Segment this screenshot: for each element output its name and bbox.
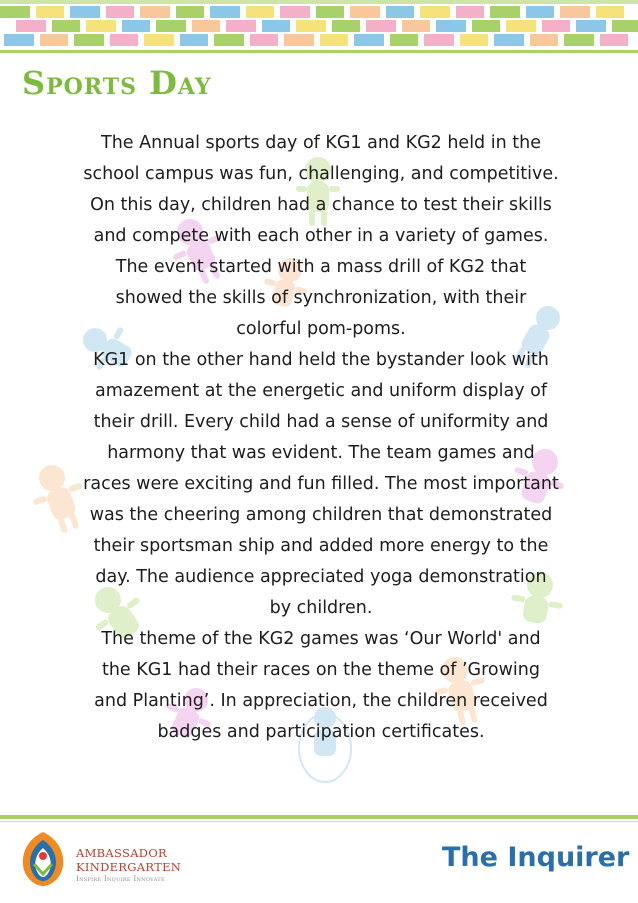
article-line: harmony that was evident. The team games and: [107, 443, 535, 463]
footer-divider-thin: [0, 821, 638, 822]
publication-name: The Inquirer: [442, 842, 630, 873]
article-body: [28, 128, 614, 748]
brand-name-line2: KINDERGARTEN: [76, 860, 182, 874]
article-line: their sportsman ship and added more energy to the: [93, 536, 549, 556]
brand-name-line1: AMBASSADOR: [76, 846, 168, 860]
article-line: amazement at the energetic and uniform display of: [95, 381, 547, 401]
article-line: showed the skills of synchronization, with their: [115, 288, 527, 308]
article-line: by children.: [269, 598, 373, 618]
article-line: and compete with each other in a variety of games.: [93, 226, 549, 246]
brand-tagline: Inspire Inquire Innovate: [76, 875, 165, 883]
article-line: On this day, children had a chance to test their skills: [90, 195, 552, 215]
brand-name: [76, 846, 181, 874]
article-line: their drill. Every child had a sense of uniformity and: [93, 412, 549, 432]
article-line: races were exciting and fun filled. The most important: [83, 474, 559, 494]
article-line: the KG1 had their races on the theme of ’Growing: [101, 660, 540, 680]
article-line: colorful pom-poms.: [236, 319, 406, 339]
flame-child-logo-icon: [12, 828, 74, 890]
article-line: The Annual sports day of KG1 and KG2 held in the: [101, 133, 541, 153]
article-line: The event started with a mass drill of KG2 that: [115, 257, 527, 277]
article-line: The theme of the KG2 games was ‘Our World' and: [101, 629, 541, 649]
article-title: Sports Day: [22, 64, 212, 102]
article-line: and Planting’. In appreciation, the children received: [94, 691, 548, 711]
article-line: KG1 on the other hand held the bystander look with: [93, 350, 549, 370]
article-line: school campus was fun, challenging, and competitive.: [83, 164, 559, 184]
article-line: day. The audience appreciated yoga demonstration: [95, 567, 547, 587]
footer-divider: [0, 815, 638, 819]
article-line: was the cheering among children that demonstrated: [89, 505, 553, 525]
article-line: badges and participation certificates.: [157, 722, 485, 742]
